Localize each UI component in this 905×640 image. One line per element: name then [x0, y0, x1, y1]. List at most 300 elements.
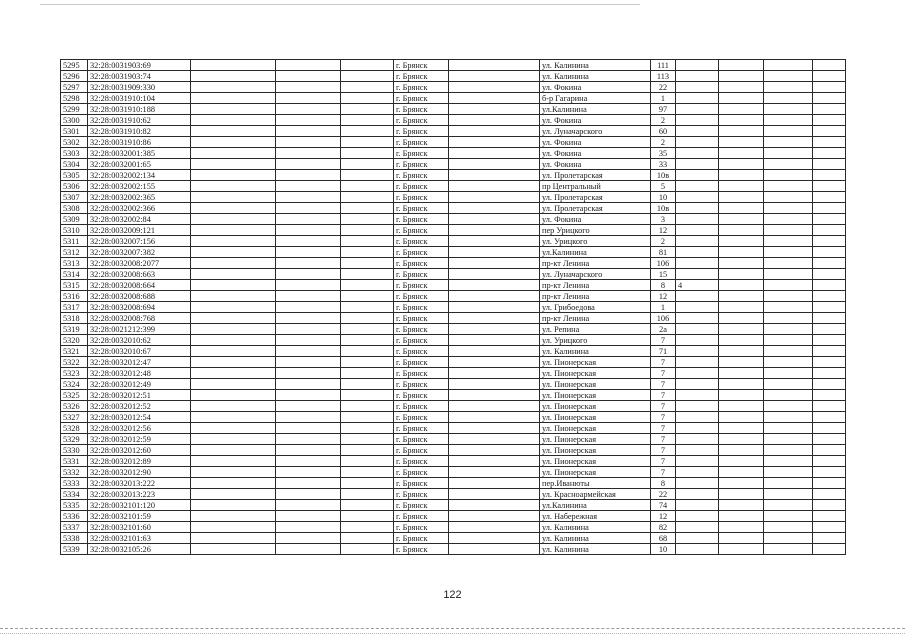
empty-cell — [341, 60, 394, 71]
house-number-cell: 111 — [651, 60, 676, 71]
apartment-cell — [676, 225, 719, 236]
empty-cell — [719, 236, 764, 247]
empty-cell — [191, 214, 276, 225]
empty-cell — [449, 357, 540, 368]
empty-cell — [719, 126, 764, 137]
empty-cell — [191, 456, 276, 467]
empty-cell — [449, 478, 540, 489]
apartment-cell — [676, 93, 719, 104]
city-cell: г. Брянск — [394, 181, 449, 192]
street-cell: ул. Урицкого — [540, 335, 651, 346]
empty-cell — [813, 203, 846, 214]
table-row — [61, 533, 846, 544]
empty-cell — [719, 346, 764, 357]
empty-cell — [764, 214, 813, 225]
empty-cell — [764, 236, 813, 247]
street-cell: пр-кт Ленина — [540, 258, 651, 269]
empty-cell — [813, 236, 846, 247]
cadastral-number-cell: 32:28:0032009:121 — [88, 225, 191, 236]
empty-cell — [191, 258, 276, 269]
empty-cell — [813, 357, 846, 368]
empty-cell — [764, 368, 813, 379]
empty-cell — [191, 148, 276, 159]
empty-cell — [813, 313, 846, 324]
apartment-cell — [676, 302, 719, 313]
table-row — [61, 500, 846, 511]
city-cell: г. Брянск — [394, 291, 449, 302]
apartment-cell — [676, 60, 719, 71]
empty-cell — [449, 423, 540, 434]
cadastral-number-cell: 32:28:0032101:63 — [88, 533, 191, 544]
house-number-cell: 106 — [651, 258, 676, 269]
cadastral-number-cell: 32:28:0032002:365 — [88, 192, 191, 203]
apartment-cell — [676, 390, 719, 401]
empty-cell — [719, 522, 764, 533]
empty-cell — [813, 137, 846, 148]
house-number-cell: 7 — [651, 467, 676, 478]
house-number-cell: 7 — [651, 401, 676, 412]
street-cell: ул. Фокина — [540, 214, 651, 225]
empty-cell — [719, 181, 764, 192]
empty-cell — [191, 522, 276, 533]
empty-cell — [276, 467, 341, 478]
apartment-cell — [676, 368, 719, 379]
empty-cell — [764, 401, 813, 412]
empty-cell — [276, 181, 341, 192]
table-row — [61, 368, 846, 379]
empty-cell — [449, 126, 540, 137]
apartment-cell — [676, 423, 719, 434]
table-row — [61, 379, 846, 390]
row-number-cell: 5324 — [61, 379, 88, 390]
empty-cell — [191, 115, 276, 126]
empty-cell — [276, 170, 341, 181]
empty-cell — [719, 500, 764, 511]
city-cell: г. Брянск — [394, 225, 449, 236]
empty-cell — [813, 269, 846, 280]
empty-cell — [764, 324, 813, 335]
empty-cell — [341, 489, 394, 500]
street-cell: ул.Калинина — [540, 104, 651, 115]
row-number-cell: 5320 — [61, 335, 88, 346]
empty-cell — [813, 390, 846, 401]
empty-cell — [764, 357, 813, 368]
row-number-cell: 5330 — [61, 445, 88, 456]
empty-cell — [813, 423, 846, 434]
empty-cell — [449, 291, 540, 302]
empty-cell — [191, 93, 276, 104]
row-number-cell: 5329 — [61, 434, 88, 445]
empty-cell — [191, 225, 276, 236]
apartment-cell — [676, 313, 719, 324]
empty-cell — [719, 533, 764, 544]
city-cell: г. Брянск — [394, 544, 449, 555]
street-cell: пр-кт Ленина — [540, 280, 651, 291]
empty-cell — [341, 148, 394, 159]
empty-cell — [764, 181, 813, 192]
street-cell: ул. Красноармейская — [540, 489, 651, 500]
row-number-cell: 5299 — [61, 104, 88, 115]
empty-cell — [341, 335, 394, 346]
empty-cell — [813, 115, 846, 126]
house-number-cell: 82 — [651, 522, 676, 533]
city-cell: г. Брянск — [394, 104, 449, 115]
empty-cell — [449, 214, 540, 225]
cadastral-number-cell: 32:28:0031910:86 — [88, 137, 191, 148]
house-number-cell: 35 — [651, 148, 676, 159]
apartment-cell — [676, 522, 719, 533]
empty-cell — [764, 522, 813, 533]
empty-cell — [719, 93, 764, 104]
empty-cell — [719, 478, 764, 489]
house-number-cell: 7 — [651, 412, 676, 423]
table-row — [61, 148, 846, 159]
empty-cell — [276, 126, 341, 137]
empty-cell — [191, 478, 276, 489]
apartment-cell — [676, 159, 719, 170]
empty-cell — [449, 82, 540, 93]
empty-cell — [191, 181, 276, 192]
empty-cell — [341, 137, 394, 148]
house-number-cell: 74 — [651, 500, 676, 511]
empty-cell — [341, 456, 394, 467]
empty-cell — [191, 390, 276, 401]
empty-cell — [341, 93, 394, 104]
empty-cell — [276, 71, 341, 82]
cadastral-number-cell: 32:28:0032012:51 — [88, 390, 191, 401]
house-number-cell: 2а — [651, 324, 676, 335]
empty-cell — [719, 456, 764, 467]
city-cell: г. Брянск — [394, 236, 449, 247]
empty-cell — [449, 192, 540, 203]
table-row — [61, 93, 846, 104]
city-cell: г. Брянск — [394, 346, 449, 357]
empty-cell — [341, 324, 394, 335]
empty-cell — [813, 192, 846, 203]
row-number-cell: 5327 — [61, 412, 88, 423]
empty-cell — [719, 489, 764, 500]
empty-cell — [764, 93, 813, 104]
empty-cell — [813, 544, 846, 555]
empty-cell — [191, 302, 276, 313]
empty-cell — [764, 511, 813, 522]
empty-cell — [341, 170, 394, 181]
city-cell: г. Брянск — [394, 533, 449, 544]
house-number-cell: 7 — [651, 445, 676, 456]
empty-cell — [764, 159, 813, 170]
street-cell: ул. Калинина — [540, 71, 651, 82]
cadastral-number-cell: 32:28:0032012:49 — [88, 379, 191, 390]
cadastral-number-cell: 32:28:0032001:385 — [88, 148, 191, 159]
empty-cell — [191, 434, 276, 445]
cadastral-number-cell: 32:28:0032101:120 — [88, 500, 191, 511]
house-number-cell: 2 — [651, 236, 676, 247]
city-cell: г. Брянск — [394, 137, 449, 148]
apartment-cell — [676, 500, 719, 511]
empty-cell — [341, 390, 394, 401]
empty-cell — [719, 434, 764, 445]
empty-cell — [341, 368, 394, 379]
empty-cell — [341, 71, 394, 82]
empty-cell — [341, 236, 394, 247]
empty-cell — [341, 280, 394, 291]
house-number-cell: 2 — [651, 115, 676, 126]
cadastral-number-cell: 32:28:0032001:65 — [88, 159, 191, 170]
apartment-cell — [676, 170, 719, 181]
cadastral-number-cell: 32:28:0032010:67 — [88, 346, 191, 357]
empty-cell — [813, 93, 846, 104]
cadastral-number-cell: 32:28:0031903:74 — [88, 71, 191, 82]
empty-cell — [719, 357, 764, 368]
table-row — [61, 247, 846, 258]
city-cell: г. Брянск — [394, 445, 449, 456]
apartment-cell — [676, 115, 719, 126]
empty-cell — [764, 225, 813, 236]
apartment-cell — [676, 335, 719, 346]
row-number-cell: 5338 — [61, 533, 88, 544]
street-cell: ул. Урицкого — [540, 236, 651, 247]
empty-cell — [813, 533, 846, 544]
empty-cell — [449, 511, 540, 522]
empty-cell — [449, 533, 540, 544]
row-number-cell: 5302 — [61, 137, 88, 148]
house-number-cell: 81 — [651, 247, 676, 258]
house-number-cell: 7 — [651, 379, 676, 390]
empty-cell — [341, 159, 394, 170]
empty-cell — [764, 335, 813, 346]
empty-cell — [276, 60, 341, 71]
empty-cell — [449, 181, 540, 192]
street-cell: ул. Пионерская — [540, 357, 651, 368]
table-row — [61, 313, 846, 324]
apartment-cell — [676, 357, 719, 368]
empty-cell — [719, 60, 764, 71]
table-row — [61, 82, 846, 93]
street-cell: ул. Пионерская — [540, 379, 651, 390]
house-number-cell: 60 — [651, 126, 676, 137]
empty-cell — [813, 148, 846, 159]
empty-cell — [276, 159, 341, 170]
empty-cell — [276, 456, 341, 467]
empty-cell — [813, 401, 846, 412]
row-number-cell: 5298 — [61, 93, 88, 104]
empty-cell — [276, 511, 341, 522]
empty-cell — [276, 412, 341, 423]
empty-cell — [813, 302, 846, 313]
city-cell: г. Брянск — [394, 115, 449, 126]
empty-cell — [813, 434, 846, 445]
empty-cell — [719, 368, 764, 379]
empty-cell — [191, 126, 276, 137]
empty-cell — [813, 71, 846, 82]
table-row — [61, 467, 846, 478]
empty-cell — [191, 412, 276, 423]
empty-cell — [191, 203, 276, 214]
row-number-cell: 5321 — [61, 346, 88, 357]
house-number-cell: 15 — [651, 269, 676, 280]
city-cell: г. Брянск — [394, 423, 449, 434]
cadastral-number-cell: 32:28:0032007:382 — [88, 247, 191, 258]
cadastral-number-cell: 32:28:0031910:82 — [88, 126, 191, 137]
table-row — [61, 181, 846, 192]
street-cell: ул. Пролетарская — [540, 170, 651, 181]
empty-cell — [449, 489, 540, 500]
city-cell: г. Брянск — [394, 302, 449, 313]
empty-cell — [191, 357, 276, 368]
house-number-cell: 71 — [651, 346, 676, 357]
table-row — [61, 423, 846, 434]
empty-cell — [449, 104, 540, 115]
city-cell: г. Брянск — [394, 324, 449, 335]
row-number-cell: 5336 — [61, 511, 88, 522]
apartment-cell — [676, 236, 719, 247]
table-row — [61, 489, 846, 500]
cadastral-number-cell: 32:28:0032012:54 — [88, 412, 191, 423]
table-row — [61, 324, 846, 335]
empty-cell — [191, 324, 276, 335]
table-row — [61, 390, 846, 401]
empty-cell — [191, 170, 276, 181]
empty-cell — [449, 159, 540, 170]
house-number-cell: 7 — [651, 357, 676, 368]
city-cell: г. Брянск — [394, 456, 449, 467]
empty-cell — [341, 500, 394, 511]
empty-cell — [191, 104, 276, 115]
cadastral-number-cell: 32:28:0032101:60 — [88, 522, 191, 533]
empty-cell — [764, 258, 813, 269]
street-cell: ул.Калинина — [540, 500, 651, 511]
house-number-cell: 12 — [651, 291, 676, 302]
apartment-cell — [676, 291, 719, 302]
empty-cell — [764, 313, 813, 324]
empty-cell — [276, 489, 341, 500]
cadastral-number-cell: 32:28:0031909:330 — [88, 82, 191, 93]
street-cell: пер Урицкого — [540, 225, 651, 236]
empty-cell — [449, 93, 540, 104]
apartment-cell — [676, 533, 719, 544]
empty-cell — [449, 412, 540, 423]
cadastral-number-cell: 32:28:0032007:156 — [88, 236, 191, 247]
empty-cell — [276, 423, 341, 434]
table-row — [61, 522, 846, 533]
empty-cell — [341, 346, 394, 357]
city-cell: г. Брянск — [394, 192, 449, 203]
apartment-cell — [676, 478, 719, 489]
table-row — [61, 170, 846, 181]
street-cell: ул. Репина — [540, 324, 651, 335]
empty-cell — [719, 313, 764, 324]
row-number-cell: 5314 — [61, 269, 88, 280]
apartment-cell — [676, 445, 719, 456]
empty-cell — [449, 379, 540, 390]
city-cell: г. Брянск — [394, 412, 449, 423]
empty-cell — [341, 258, 394, 269]
empty-cell — [341, 126, 394, 137]
empty-cell — [191, 313, 276, 324]
empty-cell — [719, 544, 764, 555]
empty-cell — [764, 467, 813, 478]
empty-cell — [276, 445, 341, 456]
table-row — [61, 203, 846, 214]
apartment-cell — [676, 214, 719, 225]
empty-cell — [719, 423, 764, 434]
table-row — [61, 302, 846, 313]
row-number-cell: 5328 — [61, 423, 88, 434]
house-number-cell: 8 — [651, 280, 676, 291]
empty-cell — [813, 335, 846, 346]
empty-cell — [191, 291, 276, 302]
empty-cell — [764, 423, 813, 434]
street-cell: ул. Пионерская — [540, 368, 651, 379]
city-cell: г. Брянск — [394, 93, 449, 104]
empty-cell — [764, 412, 813, 423]
empty-cell — [449, 346, 540, 357]
empty-cell — [813, 126, 846, 137]
empty-cell — [719, 401, 764, 412]
empty-cell — [813, 159, 846, 170]
table-row — [61, 137, 846, 148]
empty-cell — [191, 544, 276, 555]
city-cell: г. Брянск — [394, 390, 449, 401]
table-row — [61, 159, 846, 170]
empty-cell — [276, 401, 341, 412]
table-row — [61, 335, 846, 346]
house-number-cell: 3 — [651, 214, 676, 225]
apartment-cell — [676, 412, 719, 423]
empty-cell — [276, 544, 341, 555]
row-number-cell: 5296 — [61, 71, 88, 82]
empty-cell — [276, 500, 341, 511]
empty-cell — [813, 104, 846, 115]
empty-cell — [813, 478, 846, 489]
empty-cell — [341, 544, 394, 555]
city-cell: г. Брянск — [394, 500, 449, 511]
empty-cell — [449, 467, 540, 478]
house-number-cell: 7 — [651, 335, 676, 346]
street-cell: ул. Калинина — [540, 346, 651, 357]
row-number-cell: 5311 — [61, 236, 88, 247]
empty-cell — [449, 401, 540, 412]
empty-cell — [276, 280, 341, 291]
table-row — [61, 357, 846, 368]
street-cell: ул. Луначарского — [540, 269, 651, 280]
empty-cell — [191, 346, 276, 357]
apartment-cell — [676, 269, 719, 280]
empty-cell — [719, 302, 764, 313]
empty-cell — [341, 445, 394, 456]
empty-cell — [449, 236, 540, 247]
empty-cell — [449, 500, 540, 511]
row-number-cell: 5323 — [61, 368, 88, 379]
city-cell: г. Брянск — [394, 126, 449, 137]
empty-cell — [449, 225, 540, 236]
house-number-cell: 2 — [651, 137, 676, 148]
city-cell: г. Брянск — [394, 82, 449, 93]
empty-cell — [764, 247, 813, 258]
empty-cell — [191, 511, 276, 522]
empty-cell — [341, 313, 394, 324]
house-number-cell: 106 — [651, 313, 676, 324]
empty-cell — [813, 346, 846, 357]
cadastral-number-cell: 32:28:0032010:62 — [88, 335, 191, 346]
empty-cell — [764, 478, 813, 489]
street-cell: ул. Калинина — [540, 533, 651, 544]
empty-cell — [813, 181, 846, 192]
empty-cell — [719, 379, 764, 390]
empty-cell — [449, 269, 540, 280]
street-cell: ул. Луначарского — [540, 126, 651, 137]
empty-cell — [764, 60, 813, 71]
